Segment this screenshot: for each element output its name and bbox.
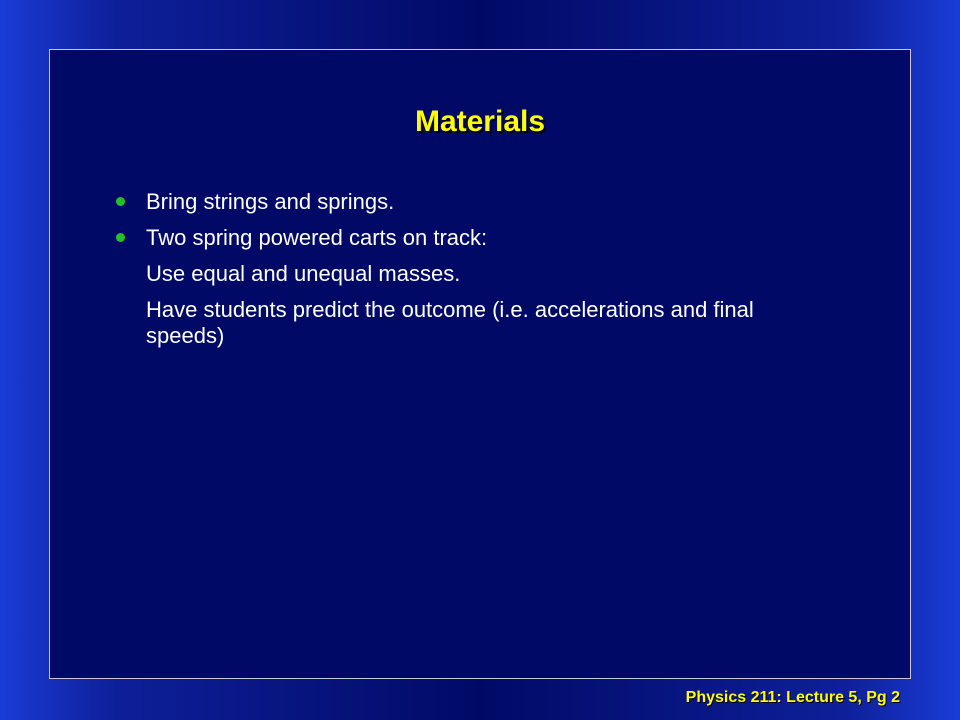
list-item xyxy=(114,297,834,349)
slide-footer: Physics 211: Lecture 5, Pg 2 xyxy=(685,689,900,706)
list-item xyxy=(114,261,834,287)
list-item xyxy=(114,189,834,215)
bullet-dot-icon xyxy=(116,233,125,242)
list-item-text: Have students predict the outcome (i.e. accelerations and final speeds) xyxy=(146,297,754,348)
list-item-text: Two spring powered carts on track: xyxy=(146,225,488,250)
list-item xyxy=(114,225,834,251)
slide-title: Materials xyxy=(414,105,546,138)
slide-frame xyxy=(49,49,911,679)
bullet-dot-icon xyxy=(116,197,125,206)
list-item-text: Bring strings and springs. xyxy=(146,189,395,214)
list-item-text: Use equal and unequal masses. xyxy=(146,261,461,286)
bullet-list xyxy=(114,189,834,359)
